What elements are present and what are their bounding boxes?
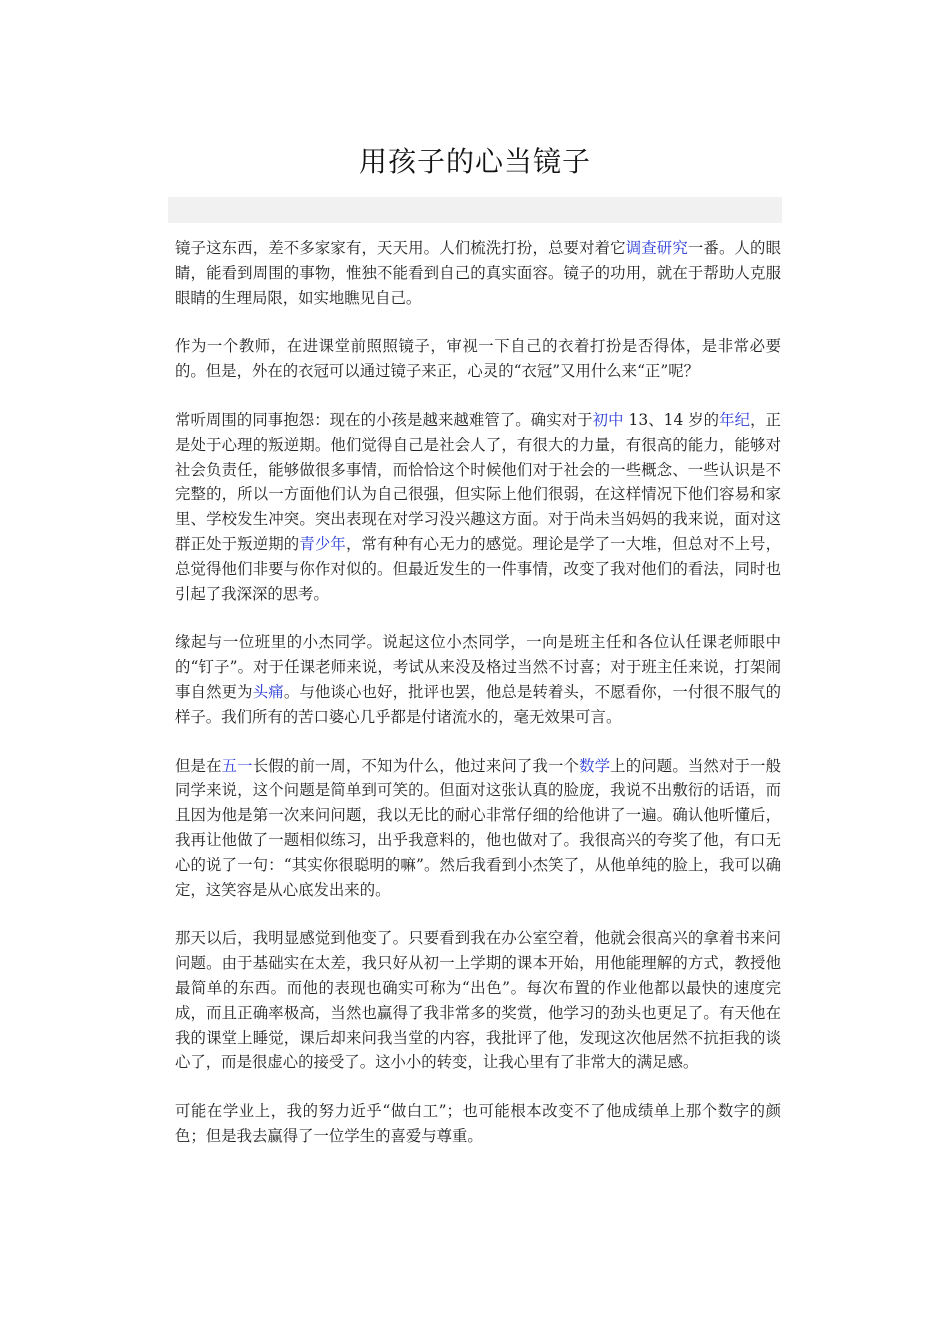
keyword-link[interactable]: 头痛 bbox=[252, 682, 284, 701]
keyword-link[interactable]: 初中 bbox=[592, 410, 624, 429]
keyword-link[interactable]: 五一 bbox=[221, 756, 253, 775]
article-body bbox=[175, 236, 781, 1173]
article-paragraph bbox=[175, 754, 781, 903]
paragraph-text: 。与他谈心也好，批评也罢，他总是转着头，不愿看你，一付很不服气的样子。我们所有的苦口婆心几乎都是付诸流水的，毫无效果可言。 bbox=[175, 682, 781, 726]
article-paragraph bbox=[175, 334, 781, 384]
article-paragraph bbox=[175, 926, 781, 1075]
keyword-link[interactable]: 青少年 bbox=[299, 534, 346, 553]
paragraph-text: 缘起与一位班里的小杰同学。说起这位小杰同学，一向是班主任和各位认任课老师眼中的“钉子”。对于任课老师来说，考试从来没及格过当然不讨喜；对于班主任来说，打架闹事自然更为 bbox=[175, 633, 781, 701]
paragraph-text: 一番。人的眼睛，能看到周围的事物，惟独不能看到自己的真实面容。镜子的功用，就在于帮助人克服眼睛的生理局限，如实地瞧见自己。 bbox=[175, 239, 781, 307]
paragraph-text: 长假的前一周，不知为什么，他过来问了我一个 bbox=[252, 756, 580, 775]
paragraph-text: 作为一个教师，在进课堂前照照镜子，审视一下自己的衣着打扮是否得体，是非常必要的。但是，外在的衣冠可以通过镜子来正，心灵的“衣冠”又用什么来“正”呢？ bbox=[175, 337, 781, 381]
paragraph-text: 上的问题。当然对于一般同学来说，这个问题是简单到可笑的。但面对这张认真的脸庞，我说不出敷衍的话语，而且因为他是第一次来问问题，我以无比的耐心非常仔细的给他讲了一遍。确认他听懂后，我再让他做了一题相似练习，出乎我意料的，他也做对了。我很高兴的夸奖了他，有口无心的说了一句：“其实你很聪明的嘛”。然后我看到小杰笑了，从他单纯的脸上，我可以确定，这笑容是从心底发出来的。 bbox=[175, 756, 781, 899]
keyword-link[interactable]: 年纪 bbox=[719, 410, 751, 429]
paragraph-text: 可能在学业上，我的努力近乎“做白工”；也可能根本改变不了他成绩单上那个数字的颜色；但是我去赢得了一位学生的喜爱与尊重。 bbox=[175, 1102, 781, 1145]
keyword-link[interactable]: 数学 bbox=[579, 756, 611, 775]
paragraph-text: 那天以后，我明显感觉到他变了。只要看到我在办公室空着，他就会很高兴的拿着书来问问题。由于基础实在太差，我只好从初一上学期的课本开始，用他能理解的方式，教授他最简单的东西。而他的表现也确实可称为“出色”。每次布置的作业他都以最快的速度完成，而且正确率极高，当然也赢得了我非常多的奖赏，他学习的劲头也更足了。有天他在我的课堂上睡觉，课后却来问我当堂的内容，我批评了他，发现这次他居然不抗拒我的谈心了，而是很虚心的接受了。这小小的转变，让我心里有了非常大的满足感。 bbox=[175, 929, 781, 1072]
article-paragraph bbox=[175, 1099, 781, 1149]
paragraph-text: ，常有种有心无力的感觉。理论是学了一大堆，但总对不上号，总觉得他们非要与你作对似的。但最近发生的一件事情，改变了我对他们的看法，同时也引起了我深深的思考。 bbox=[175, 534, 781, 603]
paragraph-text: 但是在 bbox=[175, 756, 222, 775]
paragraph-text: ，正是处于心理的叛逆期。他们觉得自己是社会人了，有很大的力量，有很高的能力，能够对社会负责任，能够做很多事情，而恰恰这个时候他们对于社会的一些概念、一些认识是不完整的，所以一方面他们认为自己很强，但实际上他们很弱，在这样情况下他们容易和家里、学校发生冲突。突出表现在对学习没兴趣这方面。对于尚未当妈妈的我来说，面对这群正处于叛逆期的 bbox=[175, 410, 781, 553]
paragraph-text: 常听周围的同事抱怨：现在的小孩是越来越难管了。确实对于 bbox=[175, 410, 593, 429]
article-paragraph bbox=[175, 630, 781, 729]
keyword-link[interactable]: 调查研究 bbox=[625, 239, 688, 257]
paragraph-text: 镜子这东西，差不多家家有，天天用。人们梳洗打扮，总要对着它 bbox=[175, 239, 626, 257]
page-title: 用孩子的心当镜子 bbox=[358, 145, 591, 178]
paragraph-text: 13、14 岁的 bbox=[623, 410, 720, 429]
article-meta-bar bbox=[168, 197, 782, 223]
article-paragraph bbox=[175, 408, 781, 606]
article-paragraph bbox=[175, 236, 781, 310]
